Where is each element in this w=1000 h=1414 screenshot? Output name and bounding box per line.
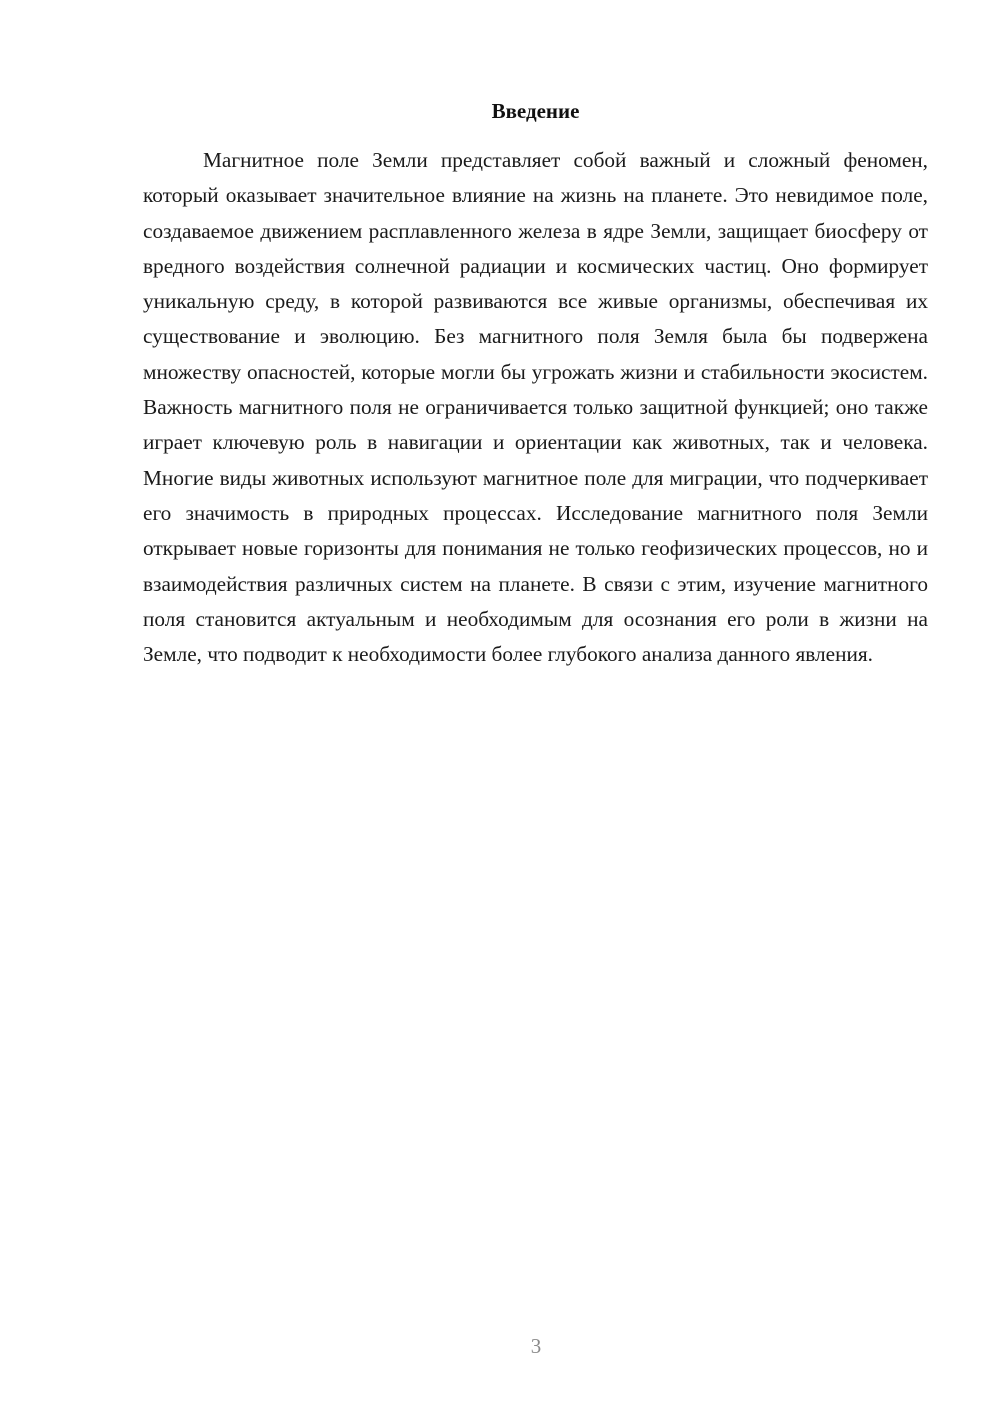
body-paragraph: Магнитное поле Земли представляет собой важный и сложный феномен, который оказывает значительное влияние на жизнь на планете. Это невидимое поле, создаваемое движением расплавленного железа в ядре Земли, защищает биосферу от вредного воздействия солнечной радиации и космических частиц. Оно формирует уникальную среду, в которой развиваются все живые организмы, обеспечивая их существование и эволюцию. Без магнитного поля Земля была бы подвержена множеству опасностей, которые могли бы угрожать жизни и стабильности экосистем. Важность магнитного поля не ограничивается только защитной функцией; оно также играет ключевую роль в навигации и ориентации как животных, так и человека. Многие виды животных используют магнитное поле для миграции, что подчеркивает его значимость в природных процессах. Исследование магнитного поля Земли открывает новые горизонты для понимания не только геофизических процессов, но и взаимодействия различных систем на планете. В связи с этим, изучение магнитного поля становится актуальным и необходимым для осознания его роли в жизни на Земле, что подводит к необходимости более глубокого анализа данного явления. bbox=[143, 148, 928, 667]
page-number: 3 bbox=[530, 1334, 542, 1358]
section-heading: Введение bbox=[491, 99, 580, 123]
